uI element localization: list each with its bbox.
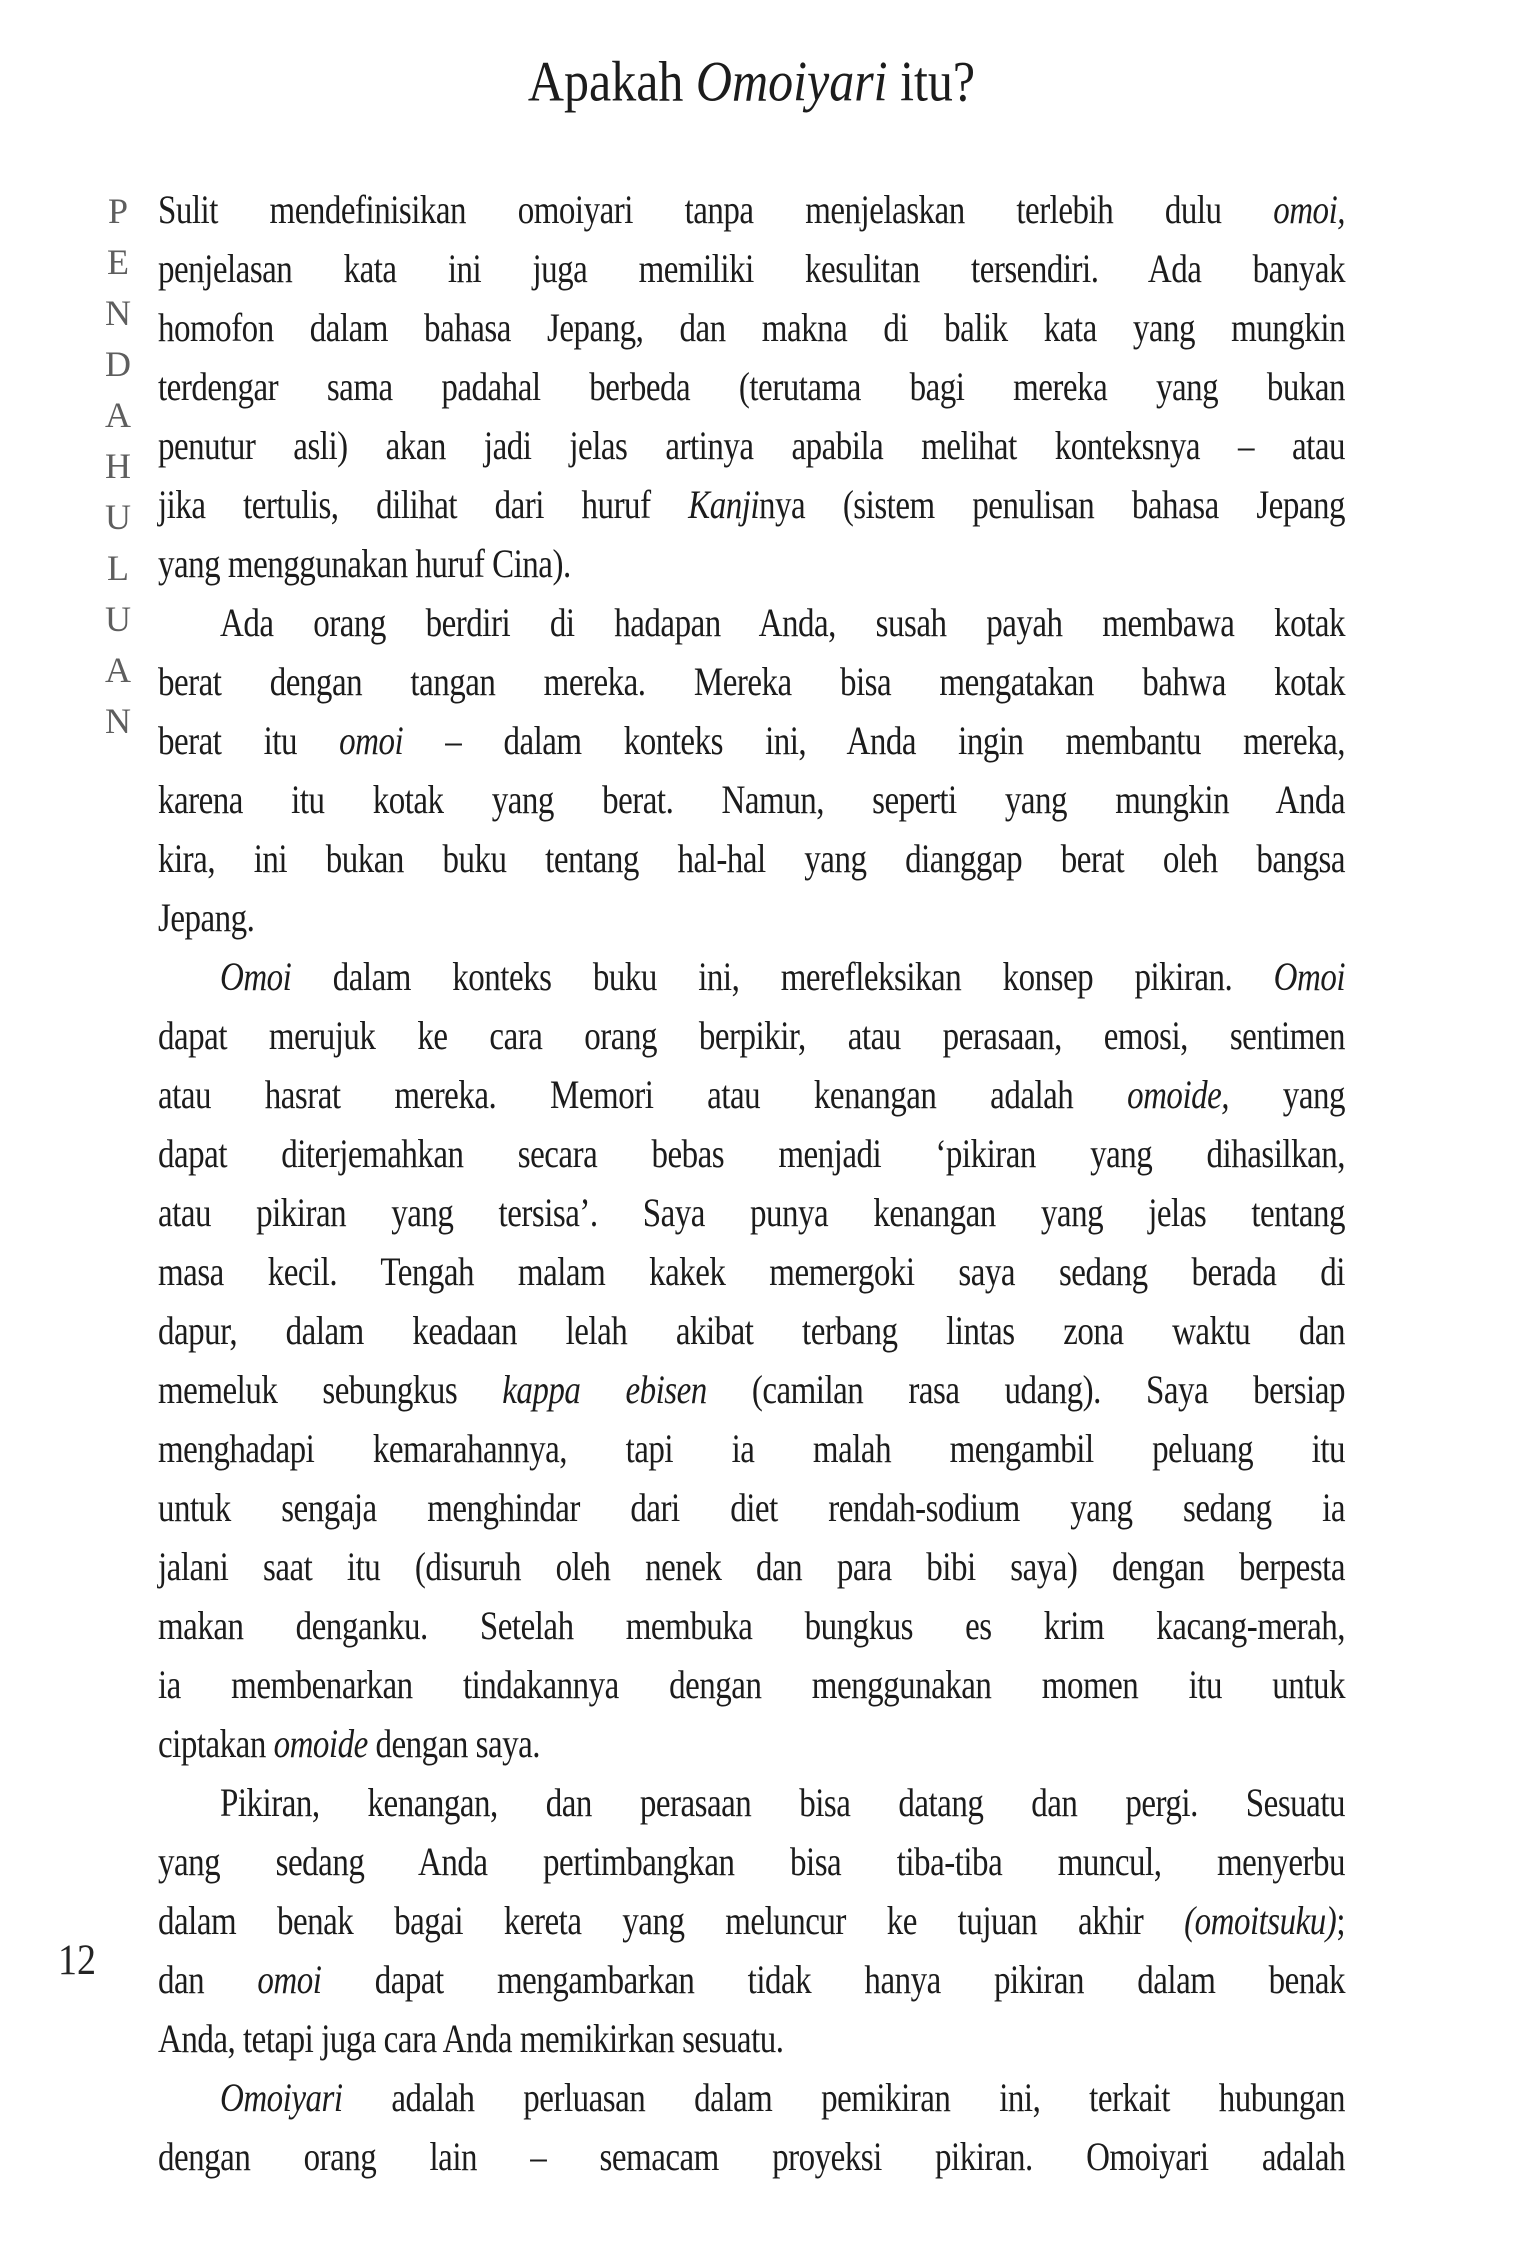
chapter-title-term: Omoiyari (695, 48, 888, 114)
text-segment: berat dengan tangan mereka. Mereka bisa mengatakan bahwa kotak (158, 660, 1345, 705)
text-segment: Ada orang berdiri di hadapan Anda, susah payah membawa kotak (220, 601, 1345, 646)
margin-label-pendahuluan (96, 186, 140, 747)
text-segment: terdengar sama padahal berbeda (terutama bagi mereka yang bukan (158, 365, 1345, 410)
text-segment: ciptakan (158, 1722, 274, 1767)
margin-letter: N (105, 701, 131, 741)
text-segment: Jepang. (158, 896, 255, 941)
text-segment: ; (1336, 1899, 1345, 1944)
text-segment: dan (158, 1958, 258, 2003)
text-segment: dapat diterjemahkan secara bebas menjadi ‘pikiran yang dihasilkan, (158, 1132, 1345, 1177)
text-segment: penjelasan kata ini juga memiliki kesulitan tersendiri. Ada banyak (158, 247, 1345, 292)
margin-letter: E (107, 242, 129, 282)
margin-letter: P (107, 191, 129, 231)
italic-term: Omoi (220, 955, 292, 1000)
italic-term: omoide, (1127, 1073, 1230, 1118)
text-segment: makan denganku. Setelah membuka bungkus es krim kacang-merah, (158, 1604, 1345, 1649)
text-segment: adalah perluasan dalam pemikiran ini, terkait hubungan (342, 2076, 1345, 2121)
italic-term: (omoitsuku) (1184, 1899, 1337, 1944)
page-number: 12 (58, 1935, 96, 1985)
italic-term: omoide (273, 1722, 368, 1767)
text-segment: ia membenarkan tindakannya dengan menggunakan momen itu untuk (158, 1663, 1345, 1708)
text-segment: homofon dalam bahasa Jepang, dan makna di balik kata yang mungkin (158, 306, 1345, 351)
text-segment: yang (1229, 1073, 1345, 1118)
chapter-title (158, 48, 1345, 115)
text-segment: nya (sistem penulisan bahasa Jepang (759, 483, 1345, 528)
chapter-title-pre: Apakah (527, 48, 696, 114)
text-segment: penutur asli) akan jadi jelas artinya apabila melihat konteksnya – atau (158, 424, 1345, 469)
text-segment: yang sedang Anda pertimbangkan bisa tiba-tiba muncul, menyerbu (158, 1840, 1345, 1885)
text-segment: atau hasrat mereka. Memori atau kenangan adalah (158, 1073, 1128, 1118)
text-segment: untuk sengaja menghindar dari diet rendah-sodium yang sedang ia (158, 1486, 1345, 1531)
margin-letter: L (107, 548, 129, 588)
margin-letter: D (105, 344, 131, 384)
italic-term: omoi, (1273, 188, 1345, 233)
paragraph (158, 182, 1345, 595)
text-segment: Anda, tetapi juga cara Anda memikirkan sesuatu. (158, 2017, 784, 2062)
italic-term: kappa ebisen (502, 1368, 707, 1413)
text-segment: berat itu (158, 719, 340, 764)
text-segment: dapat mengambarkan tidak hanya pikiran dalam benak (321, 1958, 1345, 2003)
text-segment: dengan saya. (367, 1722, 541, 1767)
margin-letter: N (105, 293, 131, 333)
text-segment: masa kecil. Tengah malam kakek memergoki saya sedang berada di (158, 1250, 1345, 1295)
margin-letter: A (105, 650, 131, 690)
text-segment: dapur, dalam keadaan lelah akibat terbang lintas zona waktu dan (158, 1309, 1345, 1354)
paragraph (158, 949, 1345, 1775)
text-segment: Pikiran, kenangan, dan perasaan bisa datang dan pergi. Sesuatu (220, 1781, 1345, 1826)
margin-letter: H (105, 446, 131, 486)
italic-term: omoi (257, 1958, 322, 2003)
text-segment: – dalam konteks ini, Anda ingin membantu mereka, (403, 719, 1346, 764)
text-segment: jika tertulis, dilihat dari huruf (158, 483, 689, 528)
italic-term: Omoi (1273, 955, 1345, 1000)
margin-letter: U (105, 497, 131, 537)
text-segment: karena itu kotak yang berat. Namun, seperti yang mungkin Anda (158, 778, 1345, 823)
paragraph (158, 2070, 1345, 2188)
text-segment: jalani saat itu (disuruh oleh nenek dan para bibi saya) dengan berpesta (158, 1545, 1345, 1590)
text-line (158, 2123, 1345, 2195)
paragraph (158, 595, 1345, 949)
margin-letter: A (105, 395, 131, 435)
text-segment: dapat merujuk ke cara orang berpikir, atau perasaan, emosi, sentimen (158, 1014, 1345, 1059)
italic-term: omoi (339, 719, 404, 764)
text-segment: menghadapi kemarahannya, tapi ia malah mengambil peluang itu (158, 1427, 1345, 1472)
text-segment: dalam konteks buku ini, merefleksikan konsep pikiran. (291, 955, 1274, 1000)
text-segment: kira, ini bukan buku tentang hal-hal yang dianggap berat oleh bangsa (158, 837, 1345, 882)
chapter-title-post: itu? (887, 48, 976, 114)
text-segment: atau pikiran yang tersisa’. Saya punya kenangan yang jelas tentang (158, 1191, 1345, 1236)
text-segment: Sulit mendefinisikan omoiyari tanpa menjelaskan terlebih dulu (158, 188, 1274, 233)
page-body (158, 182, 1345, 2188)
text-segment: yang menggunakan huruf Cina). (158, 542, 571, 587)
text-segment: dalam benak bagai kereta yang meluncur ke tujuan akhir (158, 1899, 1185, 1944)
paragraph (158, 1775, 1345, 2070)
italic-term: Omoiyari (220, 2076, 343, 2121)
text-segment: dengan orang lain – semacam proyeksi pikiran. Omoiyari adalah (158, 2135, 1345, 2180)
text-segment: memeluk sebungkus (158, 1368, 503, 1413)
text-segment: (camilan rasa udang). Saya bersiap (706, 1368, 1345, 1413)
italic-term: Kanji (688, 483, 760, 528)
margin-letter: U (105, 599, 131, 639)
